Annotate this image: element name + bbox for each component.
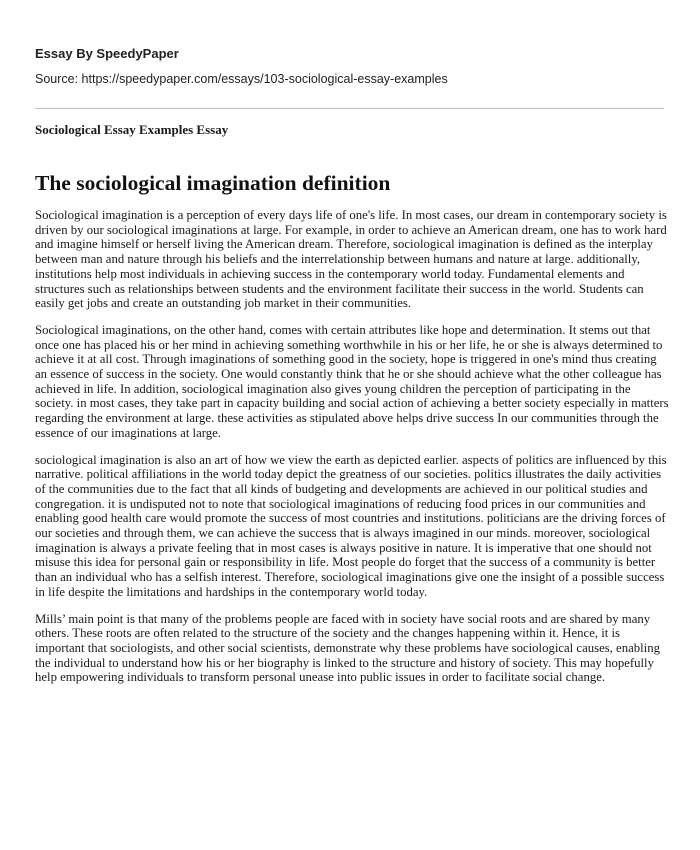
essay-body [35, 208, 670, 697]
header-divider [35, 108, 664, 109]
paragraph-2: Sociological imaginations, on the other hand, comes with certain attributes like hope and determination. It stems out that once one has placed his or her mind in achieving something worthwhile in his or her life, he or she is always determined to achieve it at all cost. Through imaginations of something good in the society, hope is triggered in one's mind thus creating an essence of success in the society. One would constantly think that he or she should achieve what the other colleague has achieved in life. In addition, sociological imagination also gives young children the perception of participating in the society. in most cases, they take part in capacity building and social action of achieving a better society especially in matters regarding the environment at large. these activities as stipulated above helps drive success In our communities through the essence of our imaginations at large. [35, 322, 669, 440]
paragraph-1: Sociological imagination is a perception of every days life of one's life. In most cases, our dream in contemporary society is driven by our sociological imaginations at large. For example, in order to achieve an American dream, one has to work hard and imagine himself or herself living the American dream. Therefore, sociological imagination is defined as the interplay between man and nature through his beliefs and the interrelationship between humans and nature at large. additionally, institutions help most individuals in achieving success in the contemporary world today. Fundamental elements and structures such as relationships between students and the environment facilitate their success in the world. Students can easily get jobs and create an outstanding job market in their communities. [35, 208, 667, 311]
paragraph-4: Mills’ main point is that many of the problems people are faced with in society have social roots and are shared by many others. These roots are often related to the structure of the society and the changes happening within it. Hence, it is important that sociologists, and other social scientists, demonstrate why these problems have sociological causes, enabling the individual to understand how his or her biography is linked to the structure and history of society. This may hopefully help empowering individuals to transform personal unease into public issues in order to facilitate social change. [35, 611, 660, 685]
paragraph-3: sociological imagination is also an art of how we view the earth as depicted earlier. aspects of politics are influenced by this narrative. political affiliations in the world today depict the greatness of our societies. politics illustrates the daily activities of the communities due to the fact that all kinds of budgeting and developments are achieved in our political studies and congregation. it is undisputed not to note that sociological imaginations of reducing food prices in our communities and enabling good health care would promote the success of most countries and institutions. politicians are the driving forces of our societies and through them, we can achieve the success that is always imagined in our minds. moreover, sociological imagination is always a private feeling that in most cases is always positive in nature. It is imperative that one should not misuse this idea for personal gain or responsibility in life. Most people do forget that the success of a community is better than an individual who has a selfish interest. Therefore, sociological imaginations give one the insight of a possible success in life despite the limitations and hardships in the contemporary world today. [35, 452, 667, 599]
section-heading: The sociological imagination definition [35, 171, 391, 195]
source-line: Source: https://speedypaper.com/essays/103-sociological-essay-examples [35, 72, 448, 86]
essay-title: Sociological Essay Examples Essay [35, 122, 229, 137]
brand-title: Essay By SpeedyPaper [35, 46, 179, 61]
